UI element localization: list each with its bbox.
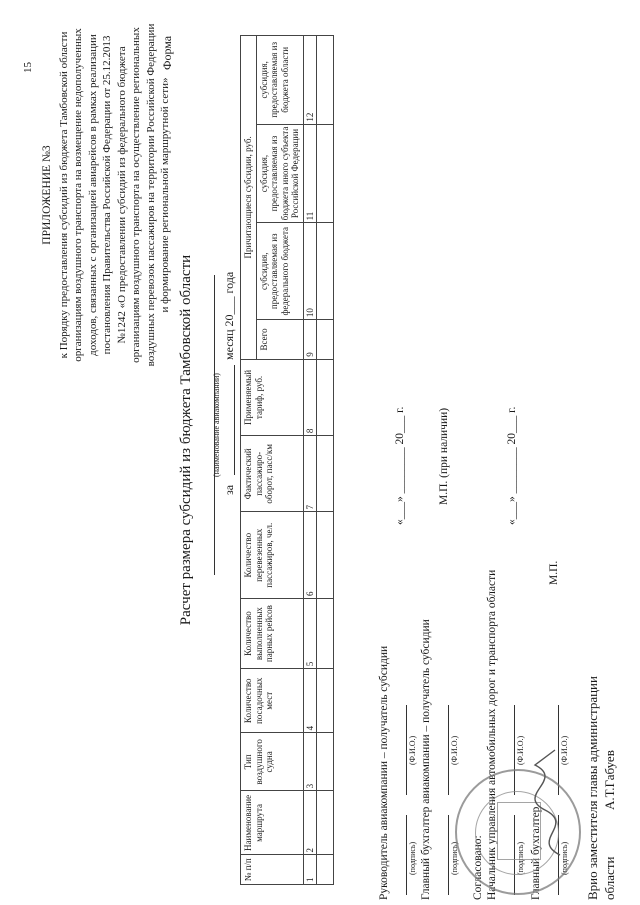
vrio-title-line2: области bbox=[602, 856, 617, 900]
signature-line bbox=[436, 815, 449, 895]
column-number: 7 bbox=[303, 436, 317, 512]
appendix-line: организациям воздушного транспорта на возмещение недополученных bbox=[72, 28, 84, 362]
column-number: 10 bbox=[303, 223, 317, 320]
column-number: 1 bbox=[303, 855, 317, 885]
date-line: «___» ________ 20___ г. bbox=[394, 406, 406, 525]
signature-caption: (подпись) bbox=[408, 841, 417, 875]
header-total: Всего bbox=[256, 320, 303, 360]
stamp-place-optional: М.П. (при наличии) bbox=[438, 407, 450, 505]
column-number: 8 bbox=[303, 359, 317, 435]
agreed-label: Согласовано: bbox=[472, 835, 484, 900]
appendix-line: воздушных перевозок пассажиров на территории Российской Федерации bbox=[144, 23, 157, 367]
fio-caption: (Ф.И.О.) bbox=[450, 735, 459, 765]
column-number: 2 bbox=[303, 791, 317, 855]
header-region-subsidy: субсидия, предоставляемая из бюджета области bbox=[256, 36, 303, 125]
appendix-line: и формирование региональной маршрутной сети» bbox=[159, 77, 171, 313]
subsidy-table bbox=[240, 35, 334, 885]
column-number: 12 bbox=[303, 36, 317, 125]
head-airline-label: Руководитель авиакомпании – получатель субсидии bbox=[378, 645, 390, 900]
header-federal-subsidy: субсидия, предоставляемая из федерального бюджета bbox=[256, 223, 303, 320]
vrio-title-line1: Врио заместителя главы администрации bbox=[585, 676, 600, 900]
period-za: за bbox=[222, 484, 236, 495]
column-number: 4 bbox=[303, 669, 317, 733]
header-aircraft-type: Тип воздушного судна bbox=[241, 733, 304, 791]
header-seats: Количество посадочных мест bbox=[241, 669, 304, 733]
period-month: месяц 20___ года bbox=[222, 271, 236, 360]
fio-line bbox=[394, 705, 407, 795]
header-passengers: Количество перевезенных пассажиров, чел. bbox=[241, 512, 304, 599]
chief-accountant-airline-label: Главный бухгалтер авиакомпании – получатель субсидии bbox=[420, 619, 432, 900]
head-roads-label: Начальник управления автомобильных дорог и транспорта области bbox=[486, 569, 498, 900]
handwritten-signature bbox=[520, 740, 580, 860]
appendix-block bbox=[40, 5, 173, 385]
header-route: Наименование маршрута bbox=[241, 791, 304, 855]
appendix-line: к Порядку предоставления субсидий из бюджета Тамбовской области bbox=[57, 31, 70, 359]
appendix-line: доходов, связанных с организацией авиарейсов в рамках реализации bbox=[86, 34, 99, 356]
header-num: № п/п bbox=[241, 855, 304, 885]
signature-caption: (подпись) bbox=[516, 841, 525, 875]
column-number: 9 bbox=[303, 320, 317, 360]
appendix-line: организациям воздушного транспорта на осуществление региональных bbox=[130, 27, 142, 363]
fio-caption: (Ф.И.О.) bbox=[516, 735, 525, 765]
appendix-title: ПРИЛОЖЕНИЕ №3 bbox=[41, 145, 53, 245]
header-other-region-subsidy: субсидия, предоставляемая из бюджета иного субъекта Российской Федерации bbox=[256, 124, 303, 223]
fio-caption: (Ф.И.О.) bbox=[408, 735, 417, 765]
chief-accountant-label: Главный бухгалтер bbox=[530, 806, 542, 900]
form-label: Форма bbox=[160, 35, 174, 70]
signature-caption: (подпись) bbox=[450, 841, 459, 875]
fio-line bbox=[436, 705, 449, 795]
vrio-name: А.Т.Габуев bbox=[602, 750, 617, 810]
appendix-line: №1242 «О предоставлении субсидий из федерального бюджета bbox=[115, 46, 128, 344]
page-title: Расчет размера субсидий из бюджета Тамбовской области bbox=[178, 254, 194, 626]
column-number: 5 bbox=[303, 598, 317, 668]
header-flights: Количество выполненных парных рейсов bbox=[241, 598, 304, 668]
airline-name-caption: (наименование авиакомпании) bbox=[212, 373, 221, 477]
column-number: 6 bbox=[303, 512, 317, 599]
signature-caption: (подпись) bbox=[560, 841, 569, 875]
appendix-line: постановления Правительства Российской Федерации от 25.12.2013 bbox=[101, 35, 113, 355]
stamp-place: М.П. bbox=[548, 560, 560, 585]
header-tariff: Применяемый тариф, руб. bbox=[241, 359, 304, 435]
header-passenger-turnover: Фактический пассажиро-оборот, пасс/км bbox=[241, 436, 304, 512]
period-line bbox=[234, 365, 235, 475]
column-number: 3 bbox=[303, 733, 317, 791]
signature-line bbox=[394, 815, 407, 895]
date-line: «___» ________ 20___ г. bbox=[506, 406, 518, 525]
column-number: 11 bbox=[303, 124, 317, 223]
fio-caption: (Ф.И.О.) bbox=[560, 735, 569, 765]
page-number: 15 bbox=[22, 62, 34, 73]
header-subsidy-group: Причитающиеся субсидии, руб. bbox=[241, 36, 257, 360]
